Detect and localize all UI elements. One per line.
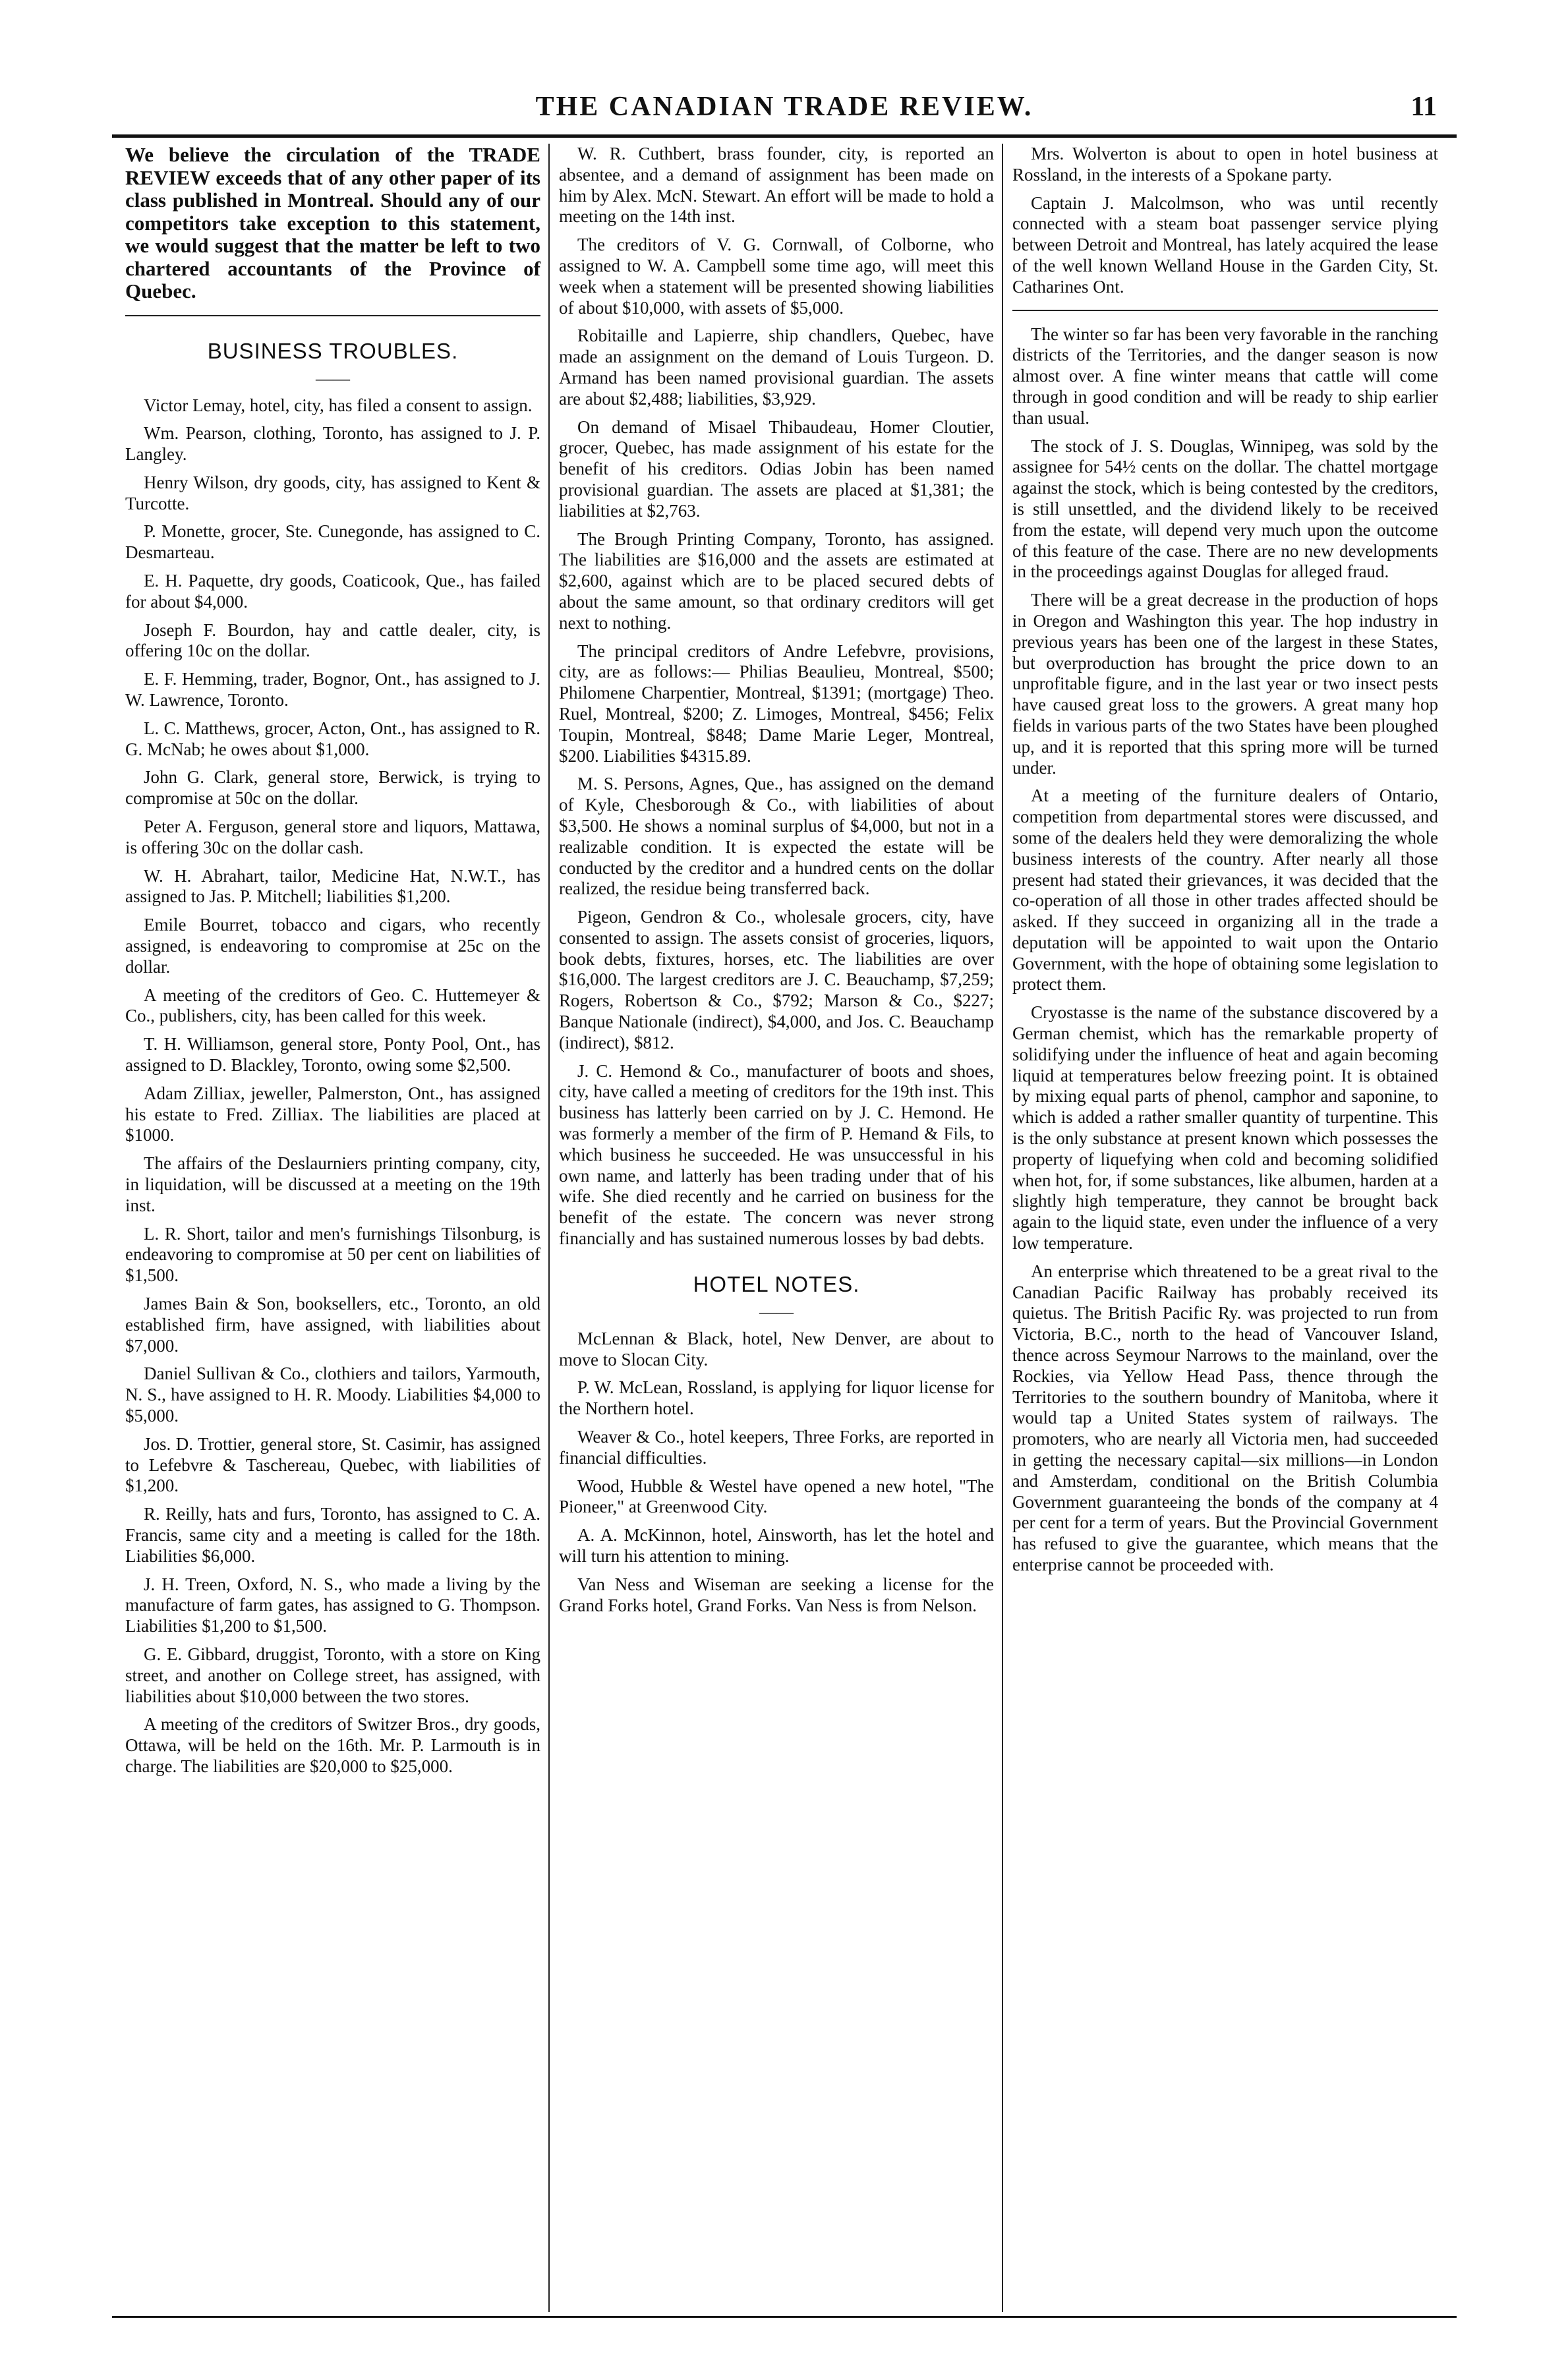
news-item: On demand of Misael Thibaudeau, Homer Cloutier, grocer, Quebec, has made assignment of his estate for the benefit of his creditors. Odias Jobin has been named provisional guardian. The assets are placed at $1,381; the liabilities at $2,763. [559,417,994,521]
page-number: 11 [1410,92,1437,122]
news-item: An enterprise which threatened to be a great rival to the Canadian Pacific Railway has probably received its quietus. The British Pacific Ry. was projected to run from Victoria, B.C., north to the head of Vancouver Island, thence across Seymour Narrows to the mainland, over the Rockies, via Yellow Head Pass, thence through the Territories to the southern boundry of Manitoba, where it would tap a United States system of railways. The promoters, who are nearly all Victoria men, had succeeded in getting the necessary capital—six millions—in London and Amsterdam, conditional on the British Columbia Government guaranteeing the bonds of the company at 4 per cent for a term of years. But the Provincial Government has refused to give the guarantee, which means that the enterprise cannot be proceeded with. [1012,1261,1438,1574]
notice-rule [125,315,540,316]
news-item: Adam Zilliax, jeweller, Palmerston, Ont., has assigned his estate to Fred. Zilliax. The liabilities are placed at $1000. [125,1083,540,1145]
section-dash: —— [759,1302,794,1321]
news-item: E. F. Hemming, trader, Bognor, Ont., has assigned to J. W. Lawrence, Toronto. [125,669,540,710]
header-rule [112,134,1457,138]
hotel-note: A. A. McKinnon, hotel, Ainsworth, has let the hotel and will turn his attention to mining. [559,1525,994,1567]
news-item: The principal creditors of Andre Lefebvre, provisions, city, are as follows:— Philias Beaulieu, Montreal, $500; Philomene Charpentier, Montreal, $1391; (mortgage) Theo. Ruel, Montreal, $200; Z. Limoges, Montreal, $456; Felix Toupin, Montreal, $848; Dame Marie Leger, Montreal, $200. Liabilities $4315.89. [559,641,994,766]
news-item: The Brough Printing Company, Toronto, has assigned. The liabilities are $16,000 and the assets are estimated at $2,600, against which are to be placed secured debts of about the same amount, so that ordinary creditors will get next to nothing. [559,529,994,633]
news-item: Robitaille and Lapierre, ship chandlers, Quebec, have made an assignment on the demand of Louis Turgeon. D. Armand has been named provisional guardian. The assets are about $2,488; liabilities, $3,929. [559,326,994,409]
news-item: Henry Wilson, dry goods, city, has assigned to Kent & Turcotte. [125,472,540,513]
page-header [119,91,1450,130]
news-item: J. H. Treen, Oxford, N. S., who made a living by the manufacture of farm gates, has assigned to G. Thompson. Liabilities $1,200 to $1,500. [125,1574,540,1636]
news-item: G. E. Gibbard, druggist, Toronto, with a store on King street, and another on College street, has assigned, with liabilities about $10,000 between the two stores. [125,1644,540,1706]
news-item: R. Reilly, hats and furs, Toronto, has assigned to C. A. Francis, same city and a meeting is called for the 18th. Liabilities $6,000. [125,1504,540,1566]
news-item: Victor Lemay, hotel, city, has filed a consent to assign. [144,395,533,415]
news-item: J. C. Hemond & Co., manufacturer of boots and shoes, city, have called a meeting of creditors for the 19th inst. This business has latterly been carried on by J. C. Hemond. He was formerly a member of the firm of P. Hemand & Fils, to which business he succeeded. He was unsuccessful in his own name, and latterly has been trading under that of his wife. She died recently and he carried on business for the benefit of the estate. The concern was never strong financially and has sustained numerous losses by bad debts. [559,1060,994,1249]
news-item: L. C. Matthews, grocer, Acton, Ont., has assigned to R. G. McNab; he owes about $1,000. [125,718,540,759]
section-dash: —— [316,368,350,388]
news-item: L. R. Short, tailor and men's furnishings Tilsonburg, is endeavoring to compromise at 50 per cent on liabilities of $1,500. [125,1223,540,1286]
masthead-title: THE CANADIAN TRADE REVIEW. [535,92,1033,122]
news-item: E. H. Paquette, dry goods, Coaticook, Que., has failed for about $4,000. [125,571,540,612]
news-item: The winter so far has been very favorable in the ranching districts of the Territories, and the danger season is now almost over. A fine winter means that cattle will come through in good condition and will be ready to ship earlier than usual. [1012,324,1438,428]
circulation-notice: We believe the circulation of the TRADE REVIEW exceeds that of any other paper of its class published in Montreal. Should any of our competitors take exception to this statement, we would suggest that the matter be left to two chartered accountants of the Province of Quebec. [125,143,540,302]
news-item: A meeting of the creditors of Geo. C. Huttemeyer & Co., publishers, city, has been called for this week. [125,985,540,1026]
news-item: M. S. Persons, Agnes, Que., has assigned on the demand of Kyle, Chesborough & Co., with liabilities of about $3,500. He shows a nominal surplus of $4,000, but not in a realizable condition. It is expected the estate will be conducted by the creditor and a hundred cents on the dollar realized, the residue being transferred back. [559,774,994,899]
hotel-notes-list [559,1329,994,1617]
news-item: Cryostasse is the name of the substance discovered by a German chemist, which has the remarkable property of solidifying under the influence of heat and again becoming liquid at temperatures below freezing point. It is obtained by mixing equal parts of phenol, camphor and saponine, to which is added a rather smaller quantity of turpentine. This is the only substance at present known which possesses the property of liquefying when cold and becoming solidified when hot, for, if some substances, like albumen, harden at a slightly high temperature, they cannot be brought back again to the liquid state, even under the influence of a very low temperature. [1012,1002,1438,1253]
hotel-note: Mrs. Wolverton is about to open in hotel business at Rossland, in the interests of a Spokane party. [1012,144,1438,185]
hotel-note: Captain J. Malcolmson, who was until recently connected with a steam boat passenger service plying between Detroit and Montreal, has lately acquired the lease of the well known Welland House in the Garden City, St. Catharines Ont. [1012,192,1438,297]
news-item: Emile Bourret, tobacco and cigars, who recently assigned, is endeavoring to compromise at 25c on the dollar. [125,915,540,977]
hotel-note: Weaver & Co., hotel keepers, Three Forks, are reported in financial difficulties. [559,1427,994,1468]
section-title-business-troubles: BUSINESS TROUBLES. [207,338,459,363]
news-item: Joseph F. Bourdon, hay and cattle dealer, city, is offering 10c on the dollar. [125,619,540,661]
news-item: The affairs of the Deslaurniers printing company, city, in liquidation, will be discussed at a meeting on the 19th inst. [125,1153,540,1215]
hotel-note: P. W. McLean, Rossland, is applying for liquor license for the Northern hotel. [559,1377,994,1419]
news-item: There will be a great decrease in the production of hops in Oregon and Washington this year. The hop industry in previous years has been one of the largest in these States, but overproduction has brought the price down to an unprofitable figure, and in the last year or two insect pests have caused great loss to the growers. A great many hop fields in various parts of the two States have been ploughed up, and it is reported that this spring more will be turned under. [1012,590,1438,778]
news-item: Wm. Pearson, clothing, Toronto, has assigned to J. P. Langley. [125,423,540,465]
news-item: P. Monette, grocer, Ste. Cunegonde, has assigned to C. Desmarteau. [125,521,540,563]
news-item: Jos. D. Trottier, general store, St. Casimir, has assigned to Lefebvre & Taschereau, Quebec, with liabilities of $1,200. [125,1433,540,1496]
hotel-note: Wood, Hubble & Westel have opened a new hotel, "The Pioneer," at Greenwood City. [559,1476,994,1517]
news-item: T. H. Williamson, general store, Ponty Pool, Ont., has assigned to D. Blackley, Toronto, owing some $2,500. [125,1034,540,1076]
news-item: The creditors of V. G. Cornwall, of Colborne, who assigned to W. A. Campbell some time ago, will meet this week when a statement will be presented showing liabilities of about $10,000, with assets of $5,000. [559,235,994,318]
column-2 [559,144,994,1623]
column-divider [1002,144,1003,2312]
section-title-hotel-notes: HOTEL NOTES. [693,1271,860,1296]
news-item: Pigeon, Gendron & Co., wholesale grocers, city, have consented to assign. The assets consist of groceries, liquors, book debts, fixtures, horses, etc. The liabilities are over $16,000. The largest creditors are J. C. Beauchamp, $7,259; Rogers, Robertson & Co., $792; Marson & Co., $227; Banque Nationale (indirect), $4,000, and Jos. C. Beauchamp (indirect), $812. [559,907,994,1052]
news-item: John G. Clark, general store, Berwick, is trying to compromise at 50c on the dollar. [125,767,540,809]
news-item: Daniel Sullivan & Co., clothiers and tailors, Yarmouth, N. S., have assigned to H. R. Moody. Liabilities $4,000 to $5,000. [125,1364,540,1425]
news-item: Peter A. Ferguson, general store and liquors, Mattawa, is offering 30c on the dollar cash. [125,817,540,857]
column-rule [1012,310,1438,311]
column-1 [125,144,540,1785]
news-item: W. R. Cuthbert, brass founder, city, is reported an absentee, and a demand of assignment has been made on him by Alex. McN. Stewart. An effort will be made to hold a meeting on the 14th inst. [559,144,994,227]
column-3 [1012,144,1438,1583]
hotel-note: McLennan & Black, hotel, New Denver, are about to move to Slocan City. [559,1328,994,1369]
news-item: At a meeting of the furniture dealers of Ontario, competition from departmental stores were discussed, and some of the dealers held they were demoralizing the whole business interests of the country. After nearly all those present had stated their grievances, it was decided that the co-operation of all those in other trades affected should be asked. If they succeed in organizing all in the trade a deputation will be appointed to wait upon the Ontario Government, with the hope of obtaining some legislation to protect them. [1012,786,1438,994]
business-troubles-list [125,395,540,1777]
hotel-note: Van Ness and Wiseman are seeking a license for the Grand Forks hotel, Grand Forks. Van Ness is from Nelson. [559,1574,994,1615]
news-item: James Bain & Son, booksellers, etc., Toronto, an old established firm, have assigned, with liabilities about $7,000. [125,1293,540,1356]
news-items-list [1012,324,1438,1576]
news-item: W. H. Abrahart, tailor, Medicine Hat, N.W.T., has assigned to Jas. P. Mitchell; liabilities $1,200. [125,865,540,907]
footer-rule [112,2316,1457,2318]
hotel-notes-continued [1012,144,1438,298]
news-item: A meeting of the creditors of Switzer Bros., dry goods, Ottawa, will be held on the 16th. Mr. P. Larmouth is in charge. The liabilities are $20,000 to $25,000. [125,1714,540,1776]
column-divider [548,144,550,2312]
business-troubles-continued [559,144,994,1250]
news-item: The stock of J. S. Douglas, Winnipeg, was sold by the assignee for 54½ cents on the dollar. The chattel mortgage against the stock, which is being contested by the creditors, is still unsettled, and the dividend likely to be received from the estate, will depend very much upon the outcome of this feature of the case. There are no new developments in the proceedings against Douglas for alleged fraud. [1012,436,1438,582]
